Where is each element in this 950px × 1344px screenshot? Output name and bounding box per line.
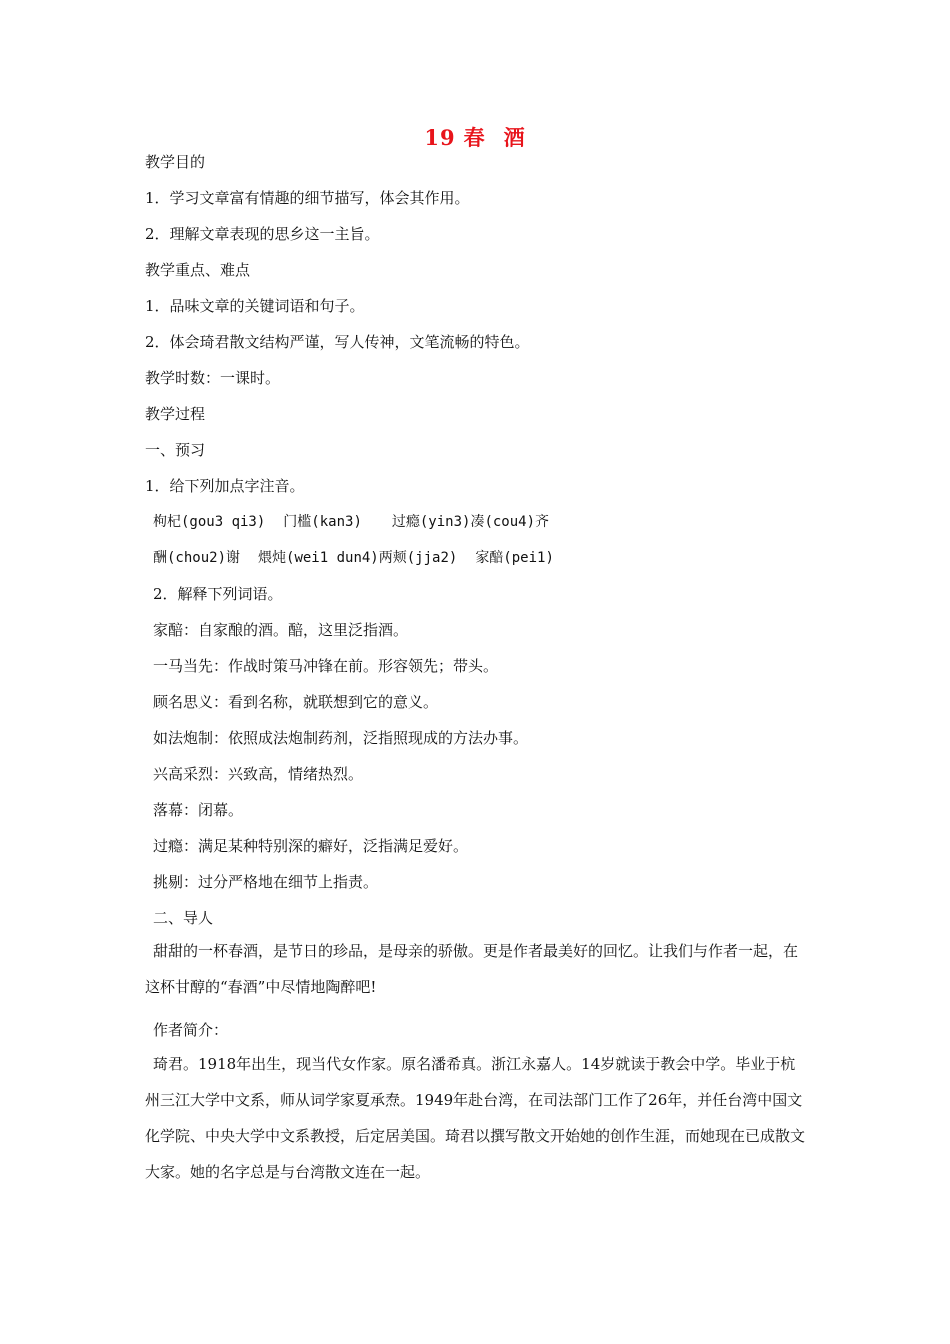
key-points-heading: 教学重点、难点	[145, 261, 251, 279]
pinyin-task: 1．给下列加点字注音。	[145, 477, 305, 495]
objective-item-1: 1．学习文章富有情趣的细节描写，体会其作用。	[145, 189, 470, 207]
author-heading: 作者简介：	[153, 1021, 229, 1039]
pinyin-entry: 门槛(kan3)	[283, 514, 362, 530]
vocab-item: 一马当先：作战时策马冲锋在前。形容领先；带头。	[153, 657, 499, 675]
vocab-item: 挑剔：过分严格地在细节上指责。	[153, 873, 379, 891]
pinyin-entry: 家醅(pei1)	[475, 550, 554, 566]
pinyin-entry: 过瘾(yin3)凑(cou4)齐	[391, 514, 550, 530]
vocab-item: 兴高采烈：兴致高，情绪热烈。	[153, 765, 364, 783]
pinyin-row-2	[153, 548, 554, 568]
vocab-item: 落幕：闭幕。	[153, 801, 244, 819]
intro-paragraph: 甜甜的一杯春酒，是节日的珍品，是母亲的骄傲。更是作者最美好的回忆。让我们与作者一起，在这杯甘醇的“春酒”中尽情地陶醉吧!	[145, 942, 799, 996]
pinyin-entry: 煨炖(wei1 dun4)两颊(jja2)	[258, 550, 458, 566]
vocab-item: 家醅：自家酿的酒。醅，这里泛指酒。	[153, 621, 409, 639]
key-point-item-2: 2．体会琦君散文结构严谨，写人传神，文笔流畅的特色。	[145, 333, 530, 351]
objective-item-2: 2．理解文章表现的思乡这一主旨。	[145, 225, 380, 243]
pinyin-row-1	[153, 512, 549, 532]
lesson-number: 19	[424, 125, 456, 150]
title-char-1: 春	[463, 125, 486, 150]
preview-heading: 一、预习	[145, 441, 206, 459]
pinyin-entry: 枸杞(gou3 qi3)	[153, 514, 266, 530]
vocab-item: 过瘾：满足某种特别深的癖好，泛指满足爱好。	[153, 837, 469, 855]
author-paragraph: 琦君。1918年出生，现当代女作家。原名潘希真。浙江永嘉人。14岁就读于教会中学。毕业于杭州三江大学中文系，师从词学家夏承焘。1949年赴台湾，在司法部门工作了26年，并任台湾中国文化学院、中央大学中文系教授，后定居美国。琦君以撰写散文开始她的创作生涯，而她现在已成散文大家。她的名字总是与台湾散文连在一起。	[145, 1055, 806, 1181]
pinyin-entry: 酬(chou2)谢	[153, 550, 241, 566]
vocab-item: 如法炮制：依照成法炮制药剂，泛指照现成的方法办事。	[153, 729, 529, 747]
class-hours: 教学时数：一课时。	[145, 369, 281, 387]
vocab-item: 顾名思义：看到名称，就联想到它的意义。	[153, 693, 439, 711]
objectives-heading: 教学目的	[145, 153, 206, 171]
page-title	[0, 122, 950, 152]
title-char-2: 酒	[503, 125, 526, 150]
vocab-task: 2．解释下列词语。	[153, 585, 283, 603]
process-heading: 教学过程	[145, 405, 206, 423]
key-point-item-1: 1．品味文章的关键词语和句子。	[145, 297, 365, 315]
intro-heading: 二、导人	[153, 909, 214, 927]
